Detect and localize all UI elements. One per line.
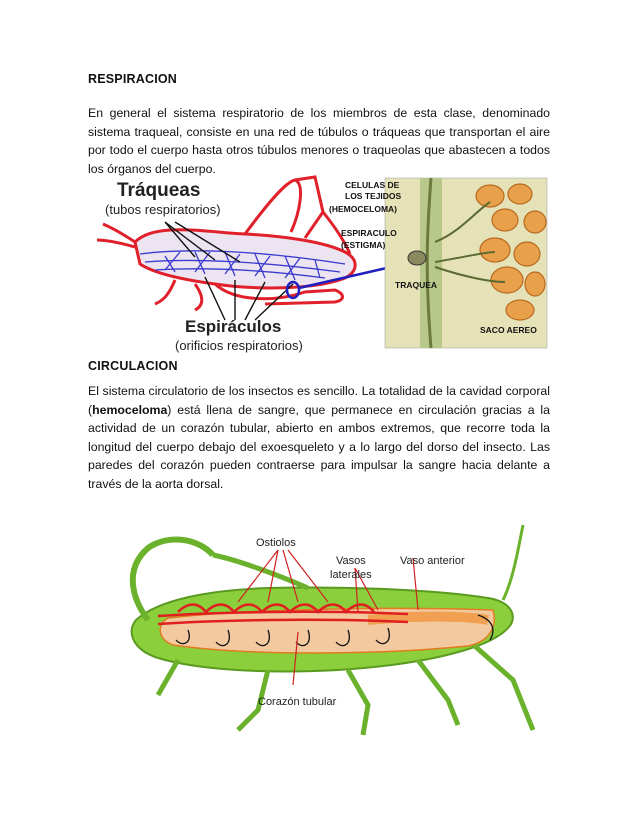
paragraph-circulacion: El sistema circulatorio de los insectos es sencillo. La totalidad de la cavidad corporal (hemoceloma) está llena de sangre, que permanece en circulación gracias a la actividad de un corazón tubular, abierto en ambos extremos, que recorre toda la longitud del cuerpo debajo del exoesqueleto y a lo largo del dorso del insecto. Las paredes del corazón pueden contraerse para impulsar la sangre hacia delante a través de la aorta dorsal. [88, 384, 550, 491]
label-espiraculos-sub: (orificios respiratorios) [175, 338, 303, 353]
label-corazon-tubular: Corazón tubular [258, 696, 337, 708]
inset-panel [385, 178, 547, 348]
term-hemoceloma: hemoceloma [92, 402, 168, 417]
label-traqueas-sub: (tubos respiratorios) [105, 202, 221, 217]
figure-respiratory-system [95, 172, 550, 356]
label-espiraculos-title: Espiráculos [185, 317, 282, 336]
label-espiraculo-2: (ESTIGMA) [341, 240, 386, 250]
label-espiraculo-1: ESPIRACULO [341, 228, 397, 238]
label-vasos-1: Vasos [336, 555, 366, 567]
label-ostiolos: Ostiolos [256, 537, 296, 549]
label-vasos-2: laterales [330, 569, 372, 581]
label-traquea: TRAQUEA [395, 280, 438, 290]
figure-circulatory-system [118, 520, 550, 745]
label-celulas-3: (HEMOCELOMA) [329, 204, 397, 214]
paragraph-respiracion: En general el sistema respiratorio de los miembros de esta clase, denominado sistema traqueal, consiste en una red de túbulos o tráqueas que transportan el aire por todo el cuerpo hasta otros túbulos menores o traqueolas que abastecen a todos los órganos del cuerpo. [88, 106, 550, 176]
label-saco-aereo: SACO AEREO [480, 325, 537, 335]
label-vaso-anterior: Vaso anterior [400, 555, 465, 567]
label-traqueas-title: Tráqueas [117, 180, 201, 201]
label-celulas-2: LOS TEJIDOS [345, 191, 402, 201]
heading-respiracion: RESPIRACION [88, 72, 178, 86]
heading-circulacion: CIRCULACION [88, 359, 178, 373]
label-celulas-1: CELULAS DE [345, 180, 400, 190]
